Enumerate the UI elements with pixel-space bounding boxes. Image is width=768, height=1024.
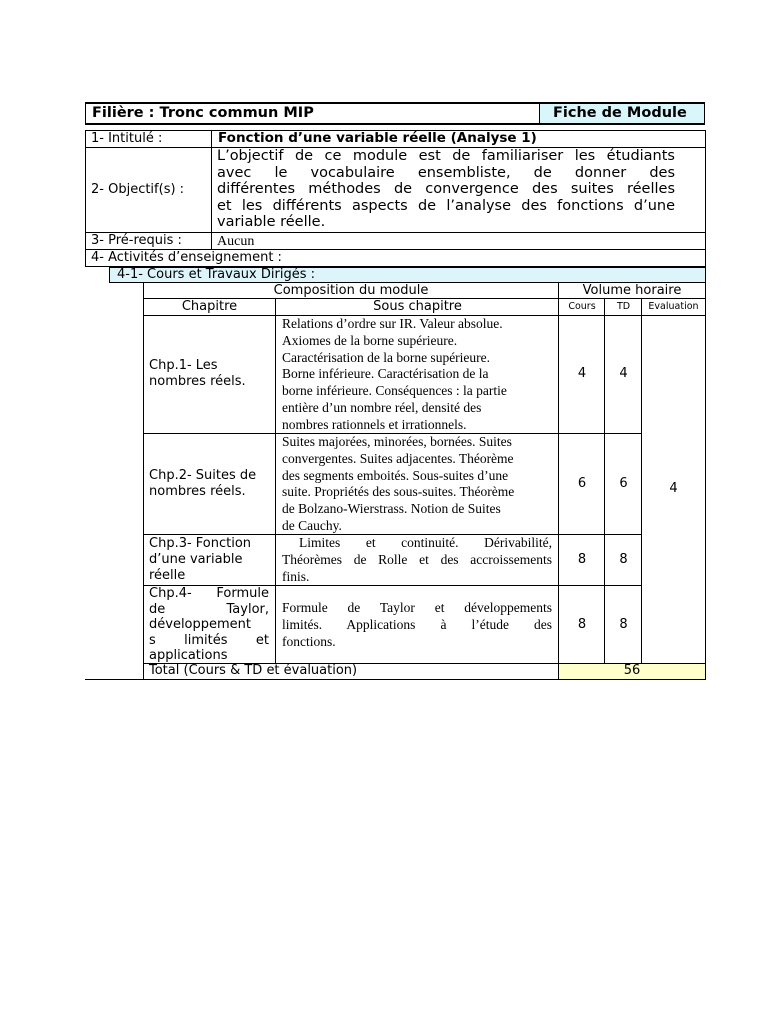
fiche-title: Fiche de Module <box>553 105 687 121</box>
col-sous-chapitre: Sous chapitre <box>373 299 462 314</box>
objectif-label: 2- Objectif(s) : <box>91 182 185 197</box>
objectif-line-3: différentes méthodes de convergence des suites réelles <box>217 181 675 197</box>
chapitre-4-line-2: de Taylor, <box>149 601 269 617</box>
sous-chapitre-3-line-1: Limites et continuité. Dérivabilité, <box>299 535 552 550</box>
cours-2: 6 <box>577 476 587 491</box>
chapitre-3-line-2: d’une variable <box>149 552 243 567</box>
sous-chapitre-1-line-6: entière d’un nombre réel, densité des <box>282 400 482 415</box>
sous-chapitre-4-line-3: fonctions. <box>282 633 336 649</box>
cours-4: 8 <box>577 617 587 632</box>
activites-label: 4- Activités d’enseignement : <box>91 250 282 265</box>
objectif-line-4: et les différents aspects de l’analyse des fonctions d’une <box>217 197 675 214</box>
td-3: 8 <box>619 552 628 567</box>
volume-header: Volume horaire <box>582 283 682 298</box>
prerequis-label: 3- Pré-requis : <box>91 233 182 248</box>
cours-1: 4 <box>577 366 587 381</box>
sous-chapitre-1-line-3: Caractérisation de la borne supérieure. <box>282 349 491 365</box>
sous-chapitre-1-line-7: nombres rationnels et irrationnels. <box>282 416 467 432</box>
chapitre-divider <box>275 299 276 663</box>
subsection-label: 4-1- Cours et Travaux Dirigés : <box>117 267 315 282</box>
sous-chapitre-4-line-1: Formule de Taylor et développements <box>282 600 552 615</box>
course-right-border <box>705 282 706 679</box>
sous-chapitre-4-line-2: limités. Applications à l’étude des <box>282 616 552 632</box>
col-cours: Cours <box>568 301 596 312</box>
td-1: 4 <box>619 366 628 381</box>
chapitre-2-line-2: nombres réels. <box>149 484 246 499</box>
cours-3: 8 <box>577 552 587 567</box>
chapitre-1-line-1: Chp.1- Les <box>149 358 218 373</box>
chapitre-4-line-1: Chp.4- Formule <box>149 586 269 601</box>
chapitre-2-line-1: Chp.2- Suites de <box>149 468 257 483</box>
evaluation-value: 4 <box>669 481 678 496</box>
objectif-line-1: L’objectif de ce module est de familiariser les étudiants <box>217 148 675 164</box>
col-td: TD <box>616 301 631 312</box>
chapitre-4-line-4: s limités et <box>149 632 269 648</box>
sous-chapitre-2-line-6: de Cauchy. <box>282 518 342 533</box>
col-chapitre: Chapitre <box>181 299 238 314</box>
sous-chapitre-2-line-5: de Bolzano-Wierstrass. Notion de Suites <box>282 501 501 517</box>
sous-chapitre-1-line-1: Relations d’ordre sur IR. Valeur absolue. <box>282 316 503 331</box>
sous-chapitre-2-line-3: des segments emboités. Sous-suites d’une <box>282 467 509 483</box>
chapitre-3-line-3: réelle <box>149 568 186 583</box>
chapitre-4-line-3: développement <box>149 617 252 632</box>
chapitre-3-line-1: Chp.3- Fonction <box>149 536 252 551</box>
sous-chapitre-1-line-4: Borne inférieure. Caractérisation de la <box>282 366 489 382</box>
subsection-left-line <box>109 266 110 283</box>
filiere-title: Filière : Tronc commun MIP <box>92 105 314 121</box>
prerequis-value: Aucun <box>217 234 255 249</box>
objectif-line-5: variable réelle. <box>217 214 326 230</box>
col-evaluation: Evaluation <box>648 301 699 312</box>
sous-chapitre-2-line-1: Suites majorées, minorées, bornées. Suites <box>282 434 512 449</box>
sous-chapitre-2-line-4: suite. Propriétés des sous-suites. Théorème <box>282 484 515 500</box>
total-value: 56 <box>623 663 641 678</box>
left-border <box>85 130 86 267</box>
sous-chapitre-1-line-2: Axiomes de la borne supérieure. <box>282 332 458 348</box>
sous-chapitre-2-line-2: convergentes. Suites adjacentes. Théorème <box>282 450 514 466</box>
label-divider <box>211 130 212 250</box>
intitule-value: Fonction d’une variable réelle (Analyse 1) <box>218 130 537 146</box>
sous-chapitre-3-line-3: finis. <box>282 568 310 584</box>
objectif-line-2: avec le vocabulaire ensembliste, de donner des <box>217 164 675 181</box>
intitule-label: 1- Intitulé : <box>91 131 163 146</box>
td-2: 6 <box>619 476 628 491</box>
chapitre-1-line-2: nombres réels. <box>149 374 246 389</box>
td-4: 8 <box>619 617 628 632</box>
course-table-bottom <box>85 679 706 680</box>
right-border <box>705 130 706 267</box>
total-label: Total (Cours & TD et évaluation) <box>149 663 358 678</box>
chapitre-4-line-5: applications <box>149 648 228 663</box>
sous-chapitre-1-line-5: borne inférieure. Conséquences : la partie <box>282 383 507 399</box>
course-left-border <box>143 282 144 679</box>
composition-header: Composition du module <box>273 283 429 298</box>
sous-chapitre-3-line-2: Théorèmes de Rolle et des accroissements <box>282 551 552 567</box>
